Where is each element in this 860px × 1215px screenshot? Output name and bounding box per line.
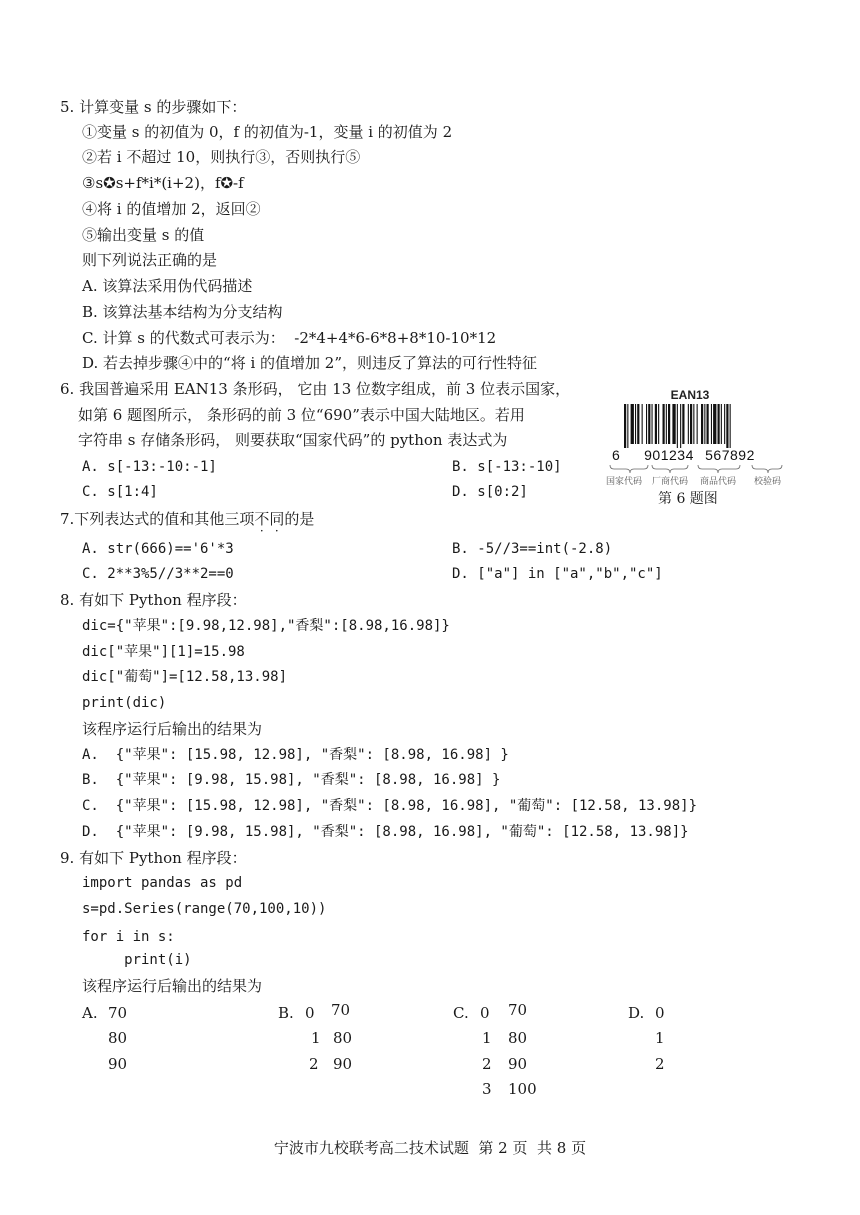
q8-prompt: 该程序运行后输出的结果为 (82, 720, 263, 738)
barcode-bar (663, 404, 665, 444)
q6-line-2: 如第 6 题图所示， 条形码的前 3 位“690”表示中国大陆地区。若用 (78, 406, 525, 424)
q9-option-d-index: 0 (655, 1004, 665, 1022)
barcode-label-country: 国家代码 (606, 476, 643, 486)
q9-option-b-index: 0 (305, 1004, 315, 1022)
q6-option-d: D. s[0:2] (452, 484, 528, 500)
barcode-digit-first: 6 (612, 447, 620, 463)
q9-option-d-label: D. (628, 1004, 645, 1022)
barcode-bar (646, 404, 647, 444)
q6-line-1: 6. 我国普遍采用 EAN13 条形码， 它由 13 位数字组成，前 3 位表示国家， (60, 380, 571, 398)
q9-option-c-value: 70 (508, 1001, 528, 1019)
barcode-label-check: 校验码 (754, 476, 782, 486)
q8-code-line: dic["苹果"][1]=15.98 (82, 644, 245, 660)
barcode-bar (668, 404, 670, 444)
q5-stem: 5. 计算变量 s 的步骤如下： (60, 98, 247, 116)
q9-option-b-index: 1 (311, 1029, 321, 1047)
barcode-bar (627, 404, 628, 448)
q7-option-c: C. 2**3%5//3**2==0 (82, 566, 234, 582)
q9-option-b-value: 70 (331, 1001, 351, 1019)
page-footer: 宁波市九校联考高二技术试题 第 2 页 共 8 页 (273, 1139, 587, 1157)
barcode-bar (724, 404, 725, 444)
q9-code-line: for i in s: (82, 929, 175, 945)
q9-code-line: print(i) (82, 952, 192, 968)
barcode-braces (610, 465, 782, 473)
q5-option-c: C. 计算 s 的代数式可表示为： -2*4+4*6-6*8+8*10-10*12 (82, 329, 497, 347)
q9-option-d-index: 2 (655, 1055, 665, 1073)
emphasis-dot-char: 不 (254, 510, 270, 528)
q9-option-b-label: B. (278, 1004, 294, 1022)
q7-option-a: A. str(666)=='6'*3 (82, 541, 234, 557)
barcode-bar (642, 404, 643, 444)
q7-option-b: B. -5//3==int(-2.8) (452, 541, 613, 557)
barcode-digits-right: 567892 (705, 447, 755, 463)
q7-stem: 7.下列表达式的值和其他三项不同的是 (60, 510, 315, 528)
q8-code-line: dic["葡萄"]=[12.58,13.98] (82, 669, 288, 685)
barcode-bar (631, 404, 634, 444)
q9-option-a-value: 90 (108, 1055, 128, 1073)
barcode-bars (624, 404, 731, 448)
barcode-bar (682, 404, 684, 444)
barcode-label-product: 商品代码 (700, 476, 737, 486)
q6-line-3: 字符串 s 存储条形码， 则要获取“国家代码”的 python 表达式为 (78, 431, 508, 449)
q9-option-c-value: 100 (508, 1080, 537, 1098)
q9-option-c-index: 1 (482, 1029, 492, 1047)
barcode-bar (730, 404, 731, 448)
q9-prompt: 该程序运行后输出的结果为 (82, 977, 263, 995)
q7-option-d: D. ["a"] in ["a","b","c"] (452, 566, 663, 582)
q5-step-4: ④将 i 的值增加 2，返回② (82, 200, 261, 218)
barcode-bar (635, 404, 636, 444)
q5-step-3: ③s✪s+f*i*(i+2)，f✪-f (82, 174, 244, 192)
q9-option-c-value: 80 (508, 1029, 528, 1047)
q8-code-line: dic={"苹果":[9.98,12.98],"香梨":[8.98,16.98]} (82, 618, 450, 634)
barcode-bar (652, 404, 653, 444)
barcode-bar (624, 404, 626, 448)
barcode-digits-left: 901234 (644, 447, 694, 463)
barcode-bar (711, 404, 712, 444)
barcode-figure (606, 386, 796, 492)
q6-option-c: C. s[1:4] (82, 484, 158, 500)
q5-step-5: ⑤输出变量 s 的值 (82, 226, 205, 244)
barcode-bar (666, 404, 667, 444)
barcode-bar (637, 404, 639, 444)
q9-option-b-value: 80 (333, 1029, 353, 1047)
q9-option-c-label: C. (453, 1004, 469, 1022)
q8-option-b: B. {"苹果": [9.98, 15.98], "香梨": [8.98, 16.98] } (82, 772, 501, 788)
q9-option-b-index: 2 (309, 1055, 319, 1073)
q8-option-c: C. {"苹果": [15.98, 12.98], "香梨": [8.98, 16.98], "葡萄": [12.58, 13.98]} (82, 798, 698, 814)
barcode-bar (701, 404, 703, 444)
barcode-label-maker: 厂商代码 (652, 476, 689, 486)
emphasis-dot-char: 同 (269, 510, 285, 528)
barcode-bar (658, 404, 659, 444)
q5-step-2: ②若 i 不超过 10，则执行③，否则执行⑤ (82, 148, 361, 166)
barcode-title: EAN13 (670, 388, 710, 402)
q9-stem: 9. 有如下 Python 程序段： (60, 849, 247, 867)
barcode-bar (693, 404, 694, 444)
barcode-bar (677, 404, 678, 448)
q9-option-c-index: 2 (482, 1055, 492, 1073)
figure-6-caption: 第 6 题图 (658, 491, 718, 507)
q9-option-d-index: 1 (655, 1029, 665, 1047)
q5-prompt: 则下列说法正确的是 (82, 251, 218, 269)
q5-option-a: A. 该算法采用伪代码描述 (82, 277, 253, 295)
barcode-bar (672, 404, 675, 444)
q9-option-a-label: A. (82, 1004, 98, 1022)
q5-option-d: D. 若去掉步骤④中的“将 i 的值增加 2”，则违反了算法的可行性特征 (82, 354, 538, 372)
q9-code-line: import pandas as pd (82, 875, 243, 891)
q9-option-b-value: 90 (333, 1055, 353, 1073)
q9-option-c-index: 0 (480, 1004, 490, 1022)
barcode-bar (680, 404, 681, 448)
barcode-bar (688, 404, 689, 444)
q9-option-a-value: 70 (108, 1004, 128, 1022)
q8-code-line: print(dic) (82, 695, 167, 711)
barcode-bar (648, 404, 650, 444)
q9-code-line: s=pd.Series(range(70,100,10)) (82, 901, 327, 917)
barcode-bar (721, 404, 722, 444)
q5-option-b: B. 该算法基本结构为分支结构 (82, 303, 283, 321)
q8-option-d: D. {"苹果": [9.98, 15.98], "香梨": [8.98, 16.98], "葡萄": [12.58, 13.98]} (82, 824, 689, 840)
barcode-bar (704, 404, 705, 444)
barcode-bar (718, 404, 720, 444)
q9-option-a-value: 80 (108, 1029, 128, 1047)
q8-stem: 8. 有如下 Python 程序段： (60, 591, 247, 609)
barcode-bar (707, 404, 709, 444)
q9-option-c-index: 3 (482, 1080, 492, 1098)
barcode-bar (697, 404, 698, 444)
barcode-bar (690, 404, 692, 444)
q8-option-a: A. {"苹果": [15.98, 12.98], "香梨": [8.98, 16.98] } (82, 747, 509, 763)
q6-option-b: B. s[-13:-10] (452, 459, 562, 475)
q9-option-c-value: 90 (508, 1055, 528, 1073)
barcode-bar (726, 404, 728, 448)
q6-option-a: A. s[-13:-10:-1] (82, 459, 217, 475)
barcode-bar (713, 404, 716, 444)
q5-step-1: ①变量 s 的初值为 0，f 的初值为-1，变量 i 的初值为 2 (82, 123, 453, 141)
barcode-bar (655, 404, 657, 444)
